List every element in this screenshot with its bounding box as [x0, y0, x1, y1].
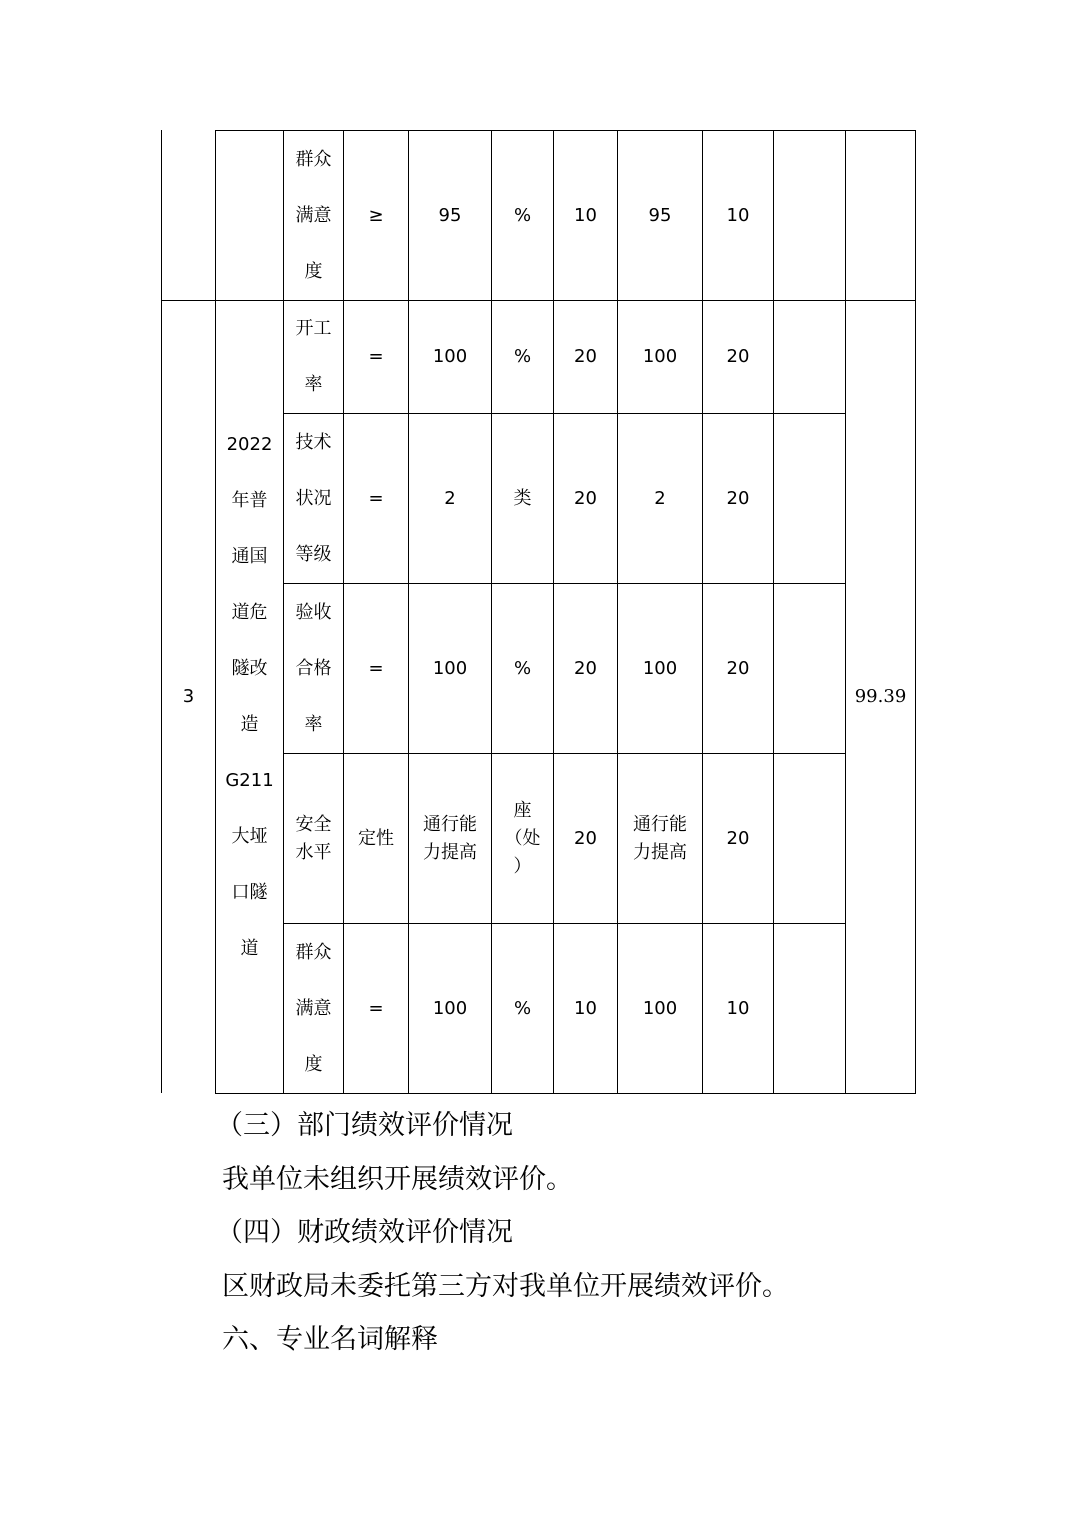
table-cell-target: 通行能 力提高 [423, 813, 477, 863]
table-cell-score: 10 [726, 997, 750, 1019]
table-cell-indicator: 开工 率 [295, 318, 332, 395]
table-cell-score: 20 [726, 487, 750, 509]
table-cell-target: 100 [432, 997, 468, 1019]
table-col-line [773, 130, 774, 1093]
table-cell-target: 95 [438, 204, 462, 226]
table-cell-score: 20 [726, 346, 750, 367]
table-cell-unit: % [513, 997, 532, 1019]
table-cell-unit: % [513, 657, 532, 679]
table-cell-score: 20 [726, 827, 750, 849]
table-cell-score: 10 [726, 204, 750, 226]
table-cell-score: 20 [726, 657, 750, 679]
table-cell-actual: 100 [642, 997, 678, 1019]
table-cell-indicator: 安全 水平 [295, 813, 332, 863]
table-cell-unit: 类 [513, 487, 532, 509]
table-cell-actual: 100 [642, 657, 678, 679]
table-cell-indicator: 技术 状况 等级 [295, 431, 332, 565]
table-cell-actual: 100 [642, 346, 678, 367]
table-cell-target: 100 [432, 657, 468, 679]
table-cell-operator: = [368, 346, 384, 367]
paragraph-department-evaluation: 我单位未组织开展绩效评价。 [222, 1164, 573, 1195]
table-cell-operator: = [368, 487, 384, 509]
table-cell-weight: 20 [574, 657, 597, 679]
table-cell-unit: % [513, 346, 532, 367]
section-heading-glossary: 六、专业名词解释 [222, 1324, 438, 1355]
table-cell-unit: % [513, 204, 532, 226]
table-cell-actual: 95 [648, 204, 672, 226]
table-cell-actual: 2 [654, 487, 666, 509]
table-cell-target: 100 [432, 346, 468, 367]
table-cell-weight: 10 [574, 997, 597, 1019]
table-cell-weight: 10 [574, 204, 597, 226]
table-cell-target: 2 [444, 487, 456, 509]
table-cell-operator: ≥ [368, 204, 384, 226]
table-border-right [915, 130, 916, 1093]
table-cell-indicator: 群众 满意 度 [295, 148, 332, 282]
table-cell-weight: 20 [574, 827, 597, 849]
table-cell-operator: = [368, 657, 384, 679]
table-row-line [215, 1093, 916, 1094]
table-cell-index: 3 [182, 686, 195, 707]
table-cell-weight: 20 [574, 487, 597, 509]
section-heading-finance-evaluation: （四）财政绩效评价情况 [216, 1217, 513, 1248]
table-cell-unit: 座 （处 ） [504, 799, 541, 877]
section-heading-department-evaluation: （三）部门绩效评价情况 [216, 1110, 513, 1141]
table-cell-operator: = [368, 997, 384, 1019]
paragraph-finance-evaluation: 区财政局未委托第三方对我单位开展绩效评价。 [222, 1271, 789, 1302]
table-cell-indicator: 验收 合格 率 [295, 601, 332, 735]
table-cell-total-score: 99.39 [854, 686, 907, 707]
table-cell-indicator: 群众 满意 度 [295, 941, 332, 1075]
table-cell-operator: 定性 [358, 827, 394, 849]
table-cell-project-name: 2022 年普 通国 道危 隧改 造 G211 大垭 口隧 道 [225, 434, 274, 959]
table-cell-actual: 通行能 力提高 [633, 813, 687, 863]
table-cell-weight: 20 [574, 346, 597, 367]
